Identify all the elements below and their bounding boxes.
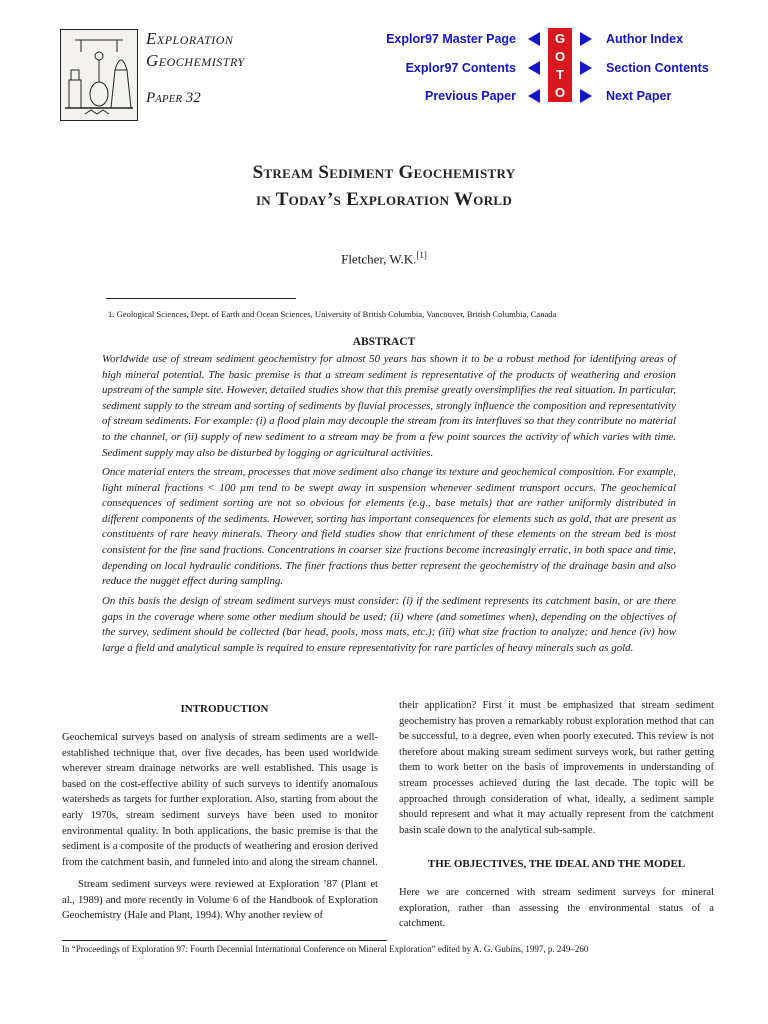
link-master-page[interactable]: Explor97 Master Page (386, 32, 516, 46)
right-arrow-icon[interactable] (580, 61, 592, 75)
link-section-contents[interactable]: Section Contents (606, 61, 709, 75)
objectives-heading: THE OBJECTIVES, THE IDEAL AND THE MODEL (427, 858, 686, 870)
author-name: Fletcher, W.K. (341, 251, 417, 267)
abstract-paragraph-2: Once material enters the stream, processes that move sediment also change its texture and geochemical composition. For example, light mineral fractions < 100 µm tend to be swept away in suspension whenever sediment transport occurs. The geochemical consequences of sediment sorting are not so obvious for elements (e.g., base metals) that are rather uniformly distributed in different components of the sediments. However, sorting has important consequences for elements such as gold, that are present as constituents of rare heavy minerals. Theory and field studies show that enrichment of these elements on the stream bed is most consistent for the fine sand fractions. Concentrations in coarser size fractions become increasingly erratic, in both space and time, depending on local hydraulic conditions. The finer fractions thus better represent the geochemistry of the drainage basin and also reduce the nugget effect during sampling. (102, 466, 676, 588)
left-arrow-icon[interactable] (528, 89, 540, 103)
goto-letter: O (554, 85, 566, 100)
right-arrow-icon[interactable] (580, 32, 592, 46)
introduction-paragraph-1: Geochemical surveys based on analysis of stream sediments are a well-established technique that, over five decades, has been used worldwide wherever stream drainage networks are well established. This usage is based on the cost-effective ability of such surveys to identify anomalous watersheds as targets for further exploration. Also, starting from about the early 1970s, stream sediment surveys have been used to monitor environmental quality. In both applications, the basic premise is that the sediment is a composite of the products of weathering and erosion derived from the catchment basin, and funneled into and along the stream channel. (62, 732, 378, 868)
paper-number: Paper 32 (146, 90, 201, 106)
left-arrow-icon[interactable] (528, 61, 540, 75)
goto-bar (548, 28, 572, 102)
goto-letter: G (554, 31, 566, 46)
introduction-paragraph-2: Stream sediment surveys were reviewed at Exploration ’87 (Plant et al., 1989) and more recently in Volume 6 of the Handbook of Exploration Geochemistry (Hale and Plant, 1994). Why another review of (62, 879, 378, 922)
right-column-paragraph-2: Here we are concerned with stream sediment surveys for mineral exploration, rather than assessing the environmental status of a catchment. (399, 887, 714, 930)
journal-logo (60, 29, 138, 121)
left-arrow-icon[interactable] (528, 32, 540, 46)
affiliation-divider (106, 298, 296, 299)
author-footnote-ref[interactable]: [1] (416, 250, 427, 260)
goto-letter: T (556, 67, 564, 82)
right-column-paragraph-1: their application? First it must be emphasized that stream sediment geochemistry has proven a remarkably robust exploration method that can be successful, to a degree, even when poorly executed. This review is not therefore about making stream sediment surveys work, but rather getting them to work better on the basis of improvements in understanding of stream processes achieved during the last decade. The topic will be approached through consideration of what, ideally, a sediment sample should represent and what it may actually represent from the catchment basin scale down to the analytical sub-sample. (399, 700, 714, 836)
right-arrow-icon[interactable] (580, 89, 592, 103)
footnote-divider (62, 940, 387, 941)
brand-line-1: Exploration (146, 29, 234, 48)
link-explor97-contents[interactable]: Explor97 Contents (405, 61, 516, 75)
citation-footer: In “Proceedings of Exploration 97: Fourth Decennial International Conference on Mineral Exploration” edited by A. G. Gubins, 1997, p. 249–260 (62, 944, 589, 954)
link-author-index[interactable]: Author Index (606, 32, 684, 46)
abstract-paragraph-3: On this basis the design of stream sediment surveys must consider: (i) if the sediment represents its catchment basin, or are there gaps in the coverage where some other medium should be used; (ii) where (and sometimes when), depending on the objectives of the survey, sediment should be collected (bar head, pools, moss mats, etc.); (iii) what size fraction to analyze; and hence (iv) how large a field and analytical sample is required to ensure representativity for rare particles of heavy minerals such as gold. (102, 595, 676, 654)
abstract-paragraph-1: Worldwide use of stream sediment geochemistry for almost 50 years has shown it to be a robust method for identifying areas of high mineral potential. The basic premise is that a stream sediment is representative of the products of weathering and erosion upstream of the sample site. However, detailed studies show that this premise greatly oversimplifies the real situation. In particular, sediment supply to the stream and sorting of sediments by fluvial processes, strongly influence the composition and representativity of stream sediments. For example: (i) a flood plain may decouple the stream from its interfluves so that they contribute no material to the channel, or (ii) supply of new sediment to a stream may be from a few point sources the activity of which varies with time. Sediment supply may also be disturbed by logging or agricultural activities. (102, 353, 676, 459)
paper-title-line-2: in Today’s Exploration World (255, 189, 513, 210)
affiliation: 1. Geological Sciences, Dept. of Earth and Ocean Sciences, University of British Columbia, Vancouver, British Columbia, Canada (108, 309, 557, 319)
link-next-paper[interactable]: Next Paper (606, 89, 672, 103)
introduction-heading: INTRODUCTION (180, 703, 269, 715)
abstract-heading: ABSTRACT (352, 336, 416, 348)
goto-letter: O (554, 49, 566, 64)
brand-line-2: Geochemistry (146, 51, 245, 70)
author (0, 250, 768, 267)
link-previous-paper[interactable]: Previous Paper (424, 89, 516, 103)
paper-title-line-1: Stream Sediment Geochemistry (252, 162, 516, 183)
